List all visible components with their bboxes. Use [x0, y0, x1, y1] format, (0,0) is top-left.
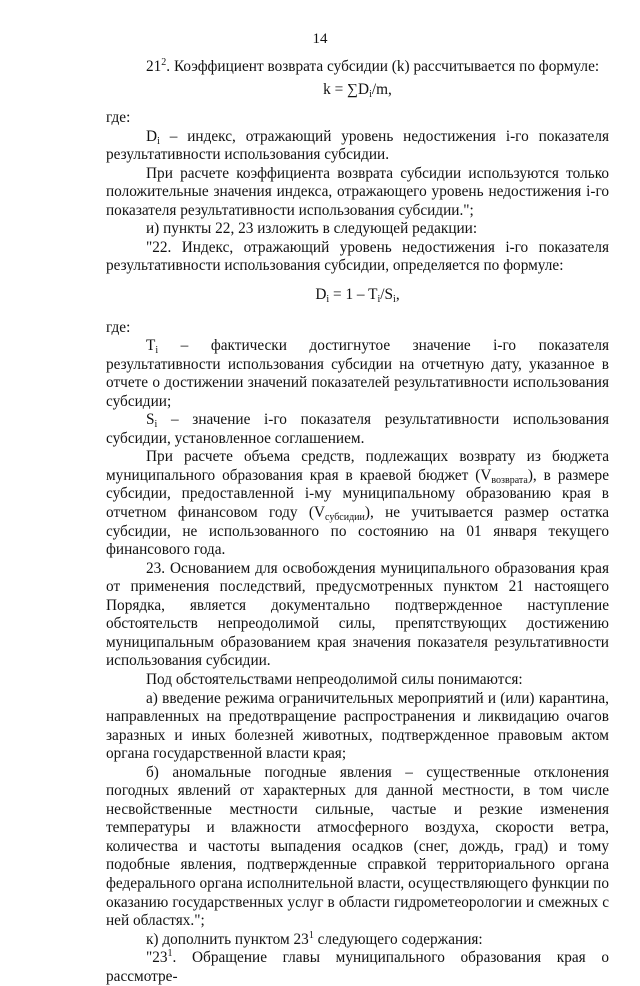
- paragraph-23-1: "$23^1$. Обращение главы муниципального образования края о рассмотре-: [106, 948, 609, 985]
- definition-si: $S_i$ – значение i-го показателя результативности использования субсидии, установленное соглашением.: [106, 411, 609, 447]
- paragraph-positive-values: При расчете коэффициента возврата субсидии используются только положительные значения индекса, отражающего уровень недостижения i-го показателя результативности использования субсидии.";: [106, 164, 609, 219]
- document-body: [106, 58, 609, 986]
- where-label-2: где:: [106, 318, 131, 336]
- page-number: 14: [312, 31, 328, 47]
- paragraph-force-majeure: Под обстоятельствами непреодолимой силы понимаются:: [146, 670, 523, 688]
- paragraph-item-k: к) дополнить пунктом $23^1$ следующего содержания:: [146, 929, 483, 948]
- definition-di: $D_i$ – индекс, отражающий уровень недостижения i-го показателя результативности использования субсидии.: [106, 127, 609, 164]
- paragraph-return-volume: При расчете объема средств, подлежащих возврату из бюджета муниципального образования края в краевой бюджет $(V_{возврата})$, в размере субсидии, предоставленной i-му муниципальному образованию края в отчетном финансовом году $(V_{субсидии})$, не учитывается размер остатка субсидии, не использованного по состоянию на 01 января текущего финансового года.: [106, 448, 609, 559]
- formula-k: $k = \sum D_i/m$,: [323, 80, 392, 100]
- formula-di: $D_i = 1 - T_i/S_i$,: [315, 286, 400, 306]
- paragraph-22: "22. Индекс, отражающий уровень недостижения i-го показателя результативности использования субсидии, определяется по формуле:: [106, 238, 609, 275]
- definition-ti: $T_i$ – фактически достигнутое значение i-го показателя результативности использования субсидии на отчетную дату, указанное в отчете о достижении значений показателей результативности использования субсидии;: [106, 337, 609, 410]
- where-label: где:: [106, 109, 131, 127]
- paragraph-21-2: $21^2$. Коэффициент возврата субсидии (k) рассчитывается по формуле:: [146, 57, 600, 75]
- paragraph-23: 23. Основанием для освобождения муниципального образования края от применения последствий, предусмотренных пунктом 21 настоящего Порядка, является документально подтвержденное наступление обстоятельств непреодолимой силы, препятствующих достижению муниципальным образованием края значения показателя результативности использования субсидии.: [106, 559, 609, 670]
- paragraph-item-b: б) аномальные погодные явления – существенные отклонения погодных явлений от характерных для данной местности, в том числе несвойственные местности сильные, частые и резкие изменения температуры и влажности атмосферного воздуха, скорости ветра, количества и частоты выпадения осадков (снег, дождь, град) и тому подобные явления, подтвержденные справкой территориального органа федерального органа исполнительной власти, осуществляющего функции по оказанию государственных услуг в области гидрометеорологии и смежных с ней областях.";: [106, 763, 609, 930]
- paragraph-item-a: а) введение режима ограничительных мероприятий и (или) карантина, направленных на предотвращение распространения и ликвидацию очагов заразных и иных болезней животных, подтвержденное правовым актом органа государственной власти края;: [106, 689, 609, 763]
- paragraph-items-22-23: и) пункты 22, 23 изложить в следующей редакции:: [146, 220, 478, 238]
